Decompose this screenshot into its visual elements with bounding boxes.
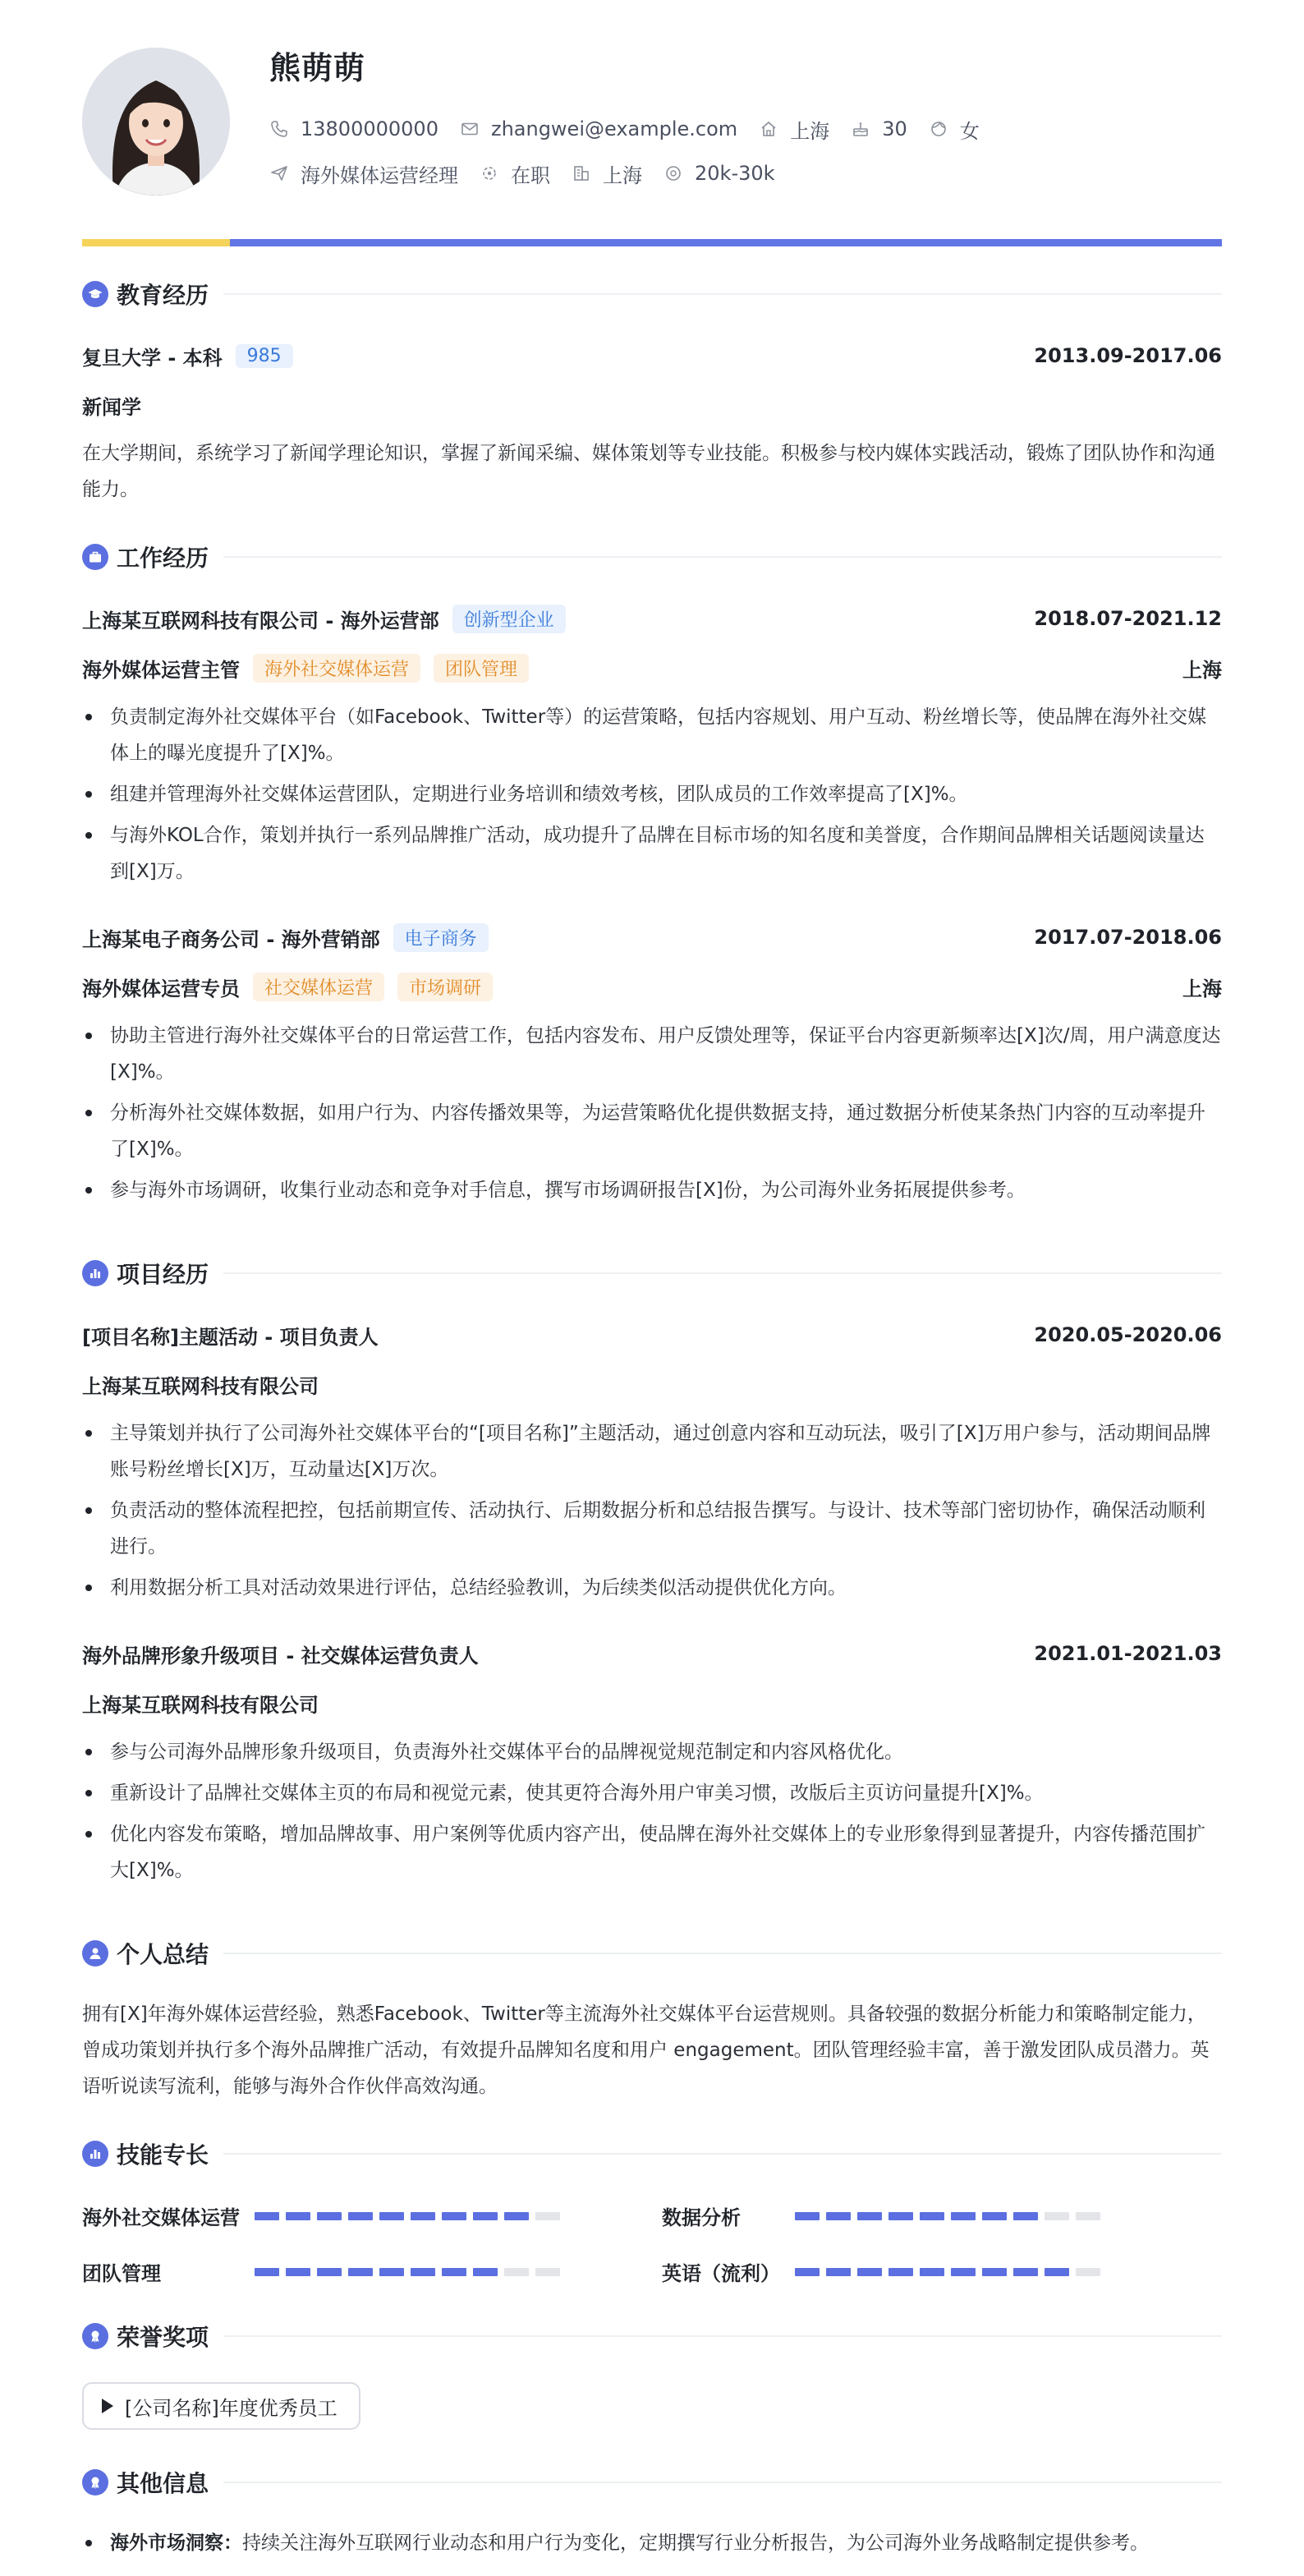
skill-segment-filled [317,2212,342,2220]
skill-segment-filled [826,2268,851,2276]
cake-icon [851,119,870,139]
skill-item [662,2199,741,2232]
list-item: 参与公司海外品牌形象升级项目，负责海外社交媒体平台的品牌视觉规范制定和内容风格优化。 [82,1734,1222,1770]
user-icon [82,1940,108,1966]
section-summary [82,1939,1222,1968]
section-other [82,2468,1222,2497]
status-icon [480,163,499,183]
section-skills [82,2139,1222,2169]
skill-name: 数据分析 [662,2206,741,2229]
section-title: 个人总结 [117,1941,209,1968]
project-details [82,1734,1222,1893]
skill-item [662,2255,780,2288]
company-dept: 上海某互联网科技有限公司 - 海外运营部 [82,609,439,632]
status-text: 在职 [511,163,550,187]
location-text: 上海 [790,119,830,143]
age-text: 30 [882,117,907,140]
salary-item [663,162,775,185]
age-item [851,117,907,140]
section-title: 其他信息 [117,2470,209,2497]
mail-icon [460,119,480,139]
project-header [82,1637,1222,1670]
section-divider [223,1272,1222,1274]
skill-segment-filled [920,2268,944,2276]
section-divider [223,293,1222,295]
award-icon [82,2323,108,2349]
section-divider [223,2335,1222,2337]
skill-level-bar [255,2268,567,2276]
skill-segment-filled [411,2268,435,2276]
skill-segment-filled [286,2212,310,2220]
list-item: 与海外KOL合作，策划并执行一系列品牌推广活动，成功提升了品牌在目标市场的知名度和美誉度，合作期间品牌相关话题阅读量达到[X]万。 [82,817,1222,890]
section-title: 工作经历 [117,545,209,572]
skill-segment-filled [317,2268,342,2276]
skill-segment-filled [442,2212,466,2220]
major: 新闻学 [82,395,141,419]
role-title: 海外媒体运营主管 [82,658,240,682]
section-divider [223,2482,1222,2483]
education-header [82,339,1222,372]
skill-segment-filled [286,2268,310,2276]
candidate-name: 熊萌萌 [269,50,366,86]
work-role-row [82,970,1222,1003]
skill-name: 团队管理 [82,2261,161,2285]
salary-text: 20k-30k [695,162,775,185]
skill-item [82,2255,161,2288]
bar-chart-icon [82,1260,108,1286]
company-dept: 上海某电子商务公司 - 海外营销部 [82,927,380,951]
list-item: 负责活动的整体流程把控，包括前期宣传、活动执行、后期数据分析和总结报告撰写。与设计、技术等部门密切协作，确保活动顺利进行。 [82,1493,1222,1565]
section-title: 教育经历 [117,282,209,309]
project-header [82,1318,1222,1351]
project-title: [项目名称]主题活动 - 项目负责人 [82,1325,379,1349]
list-item: 负责制定海外社交媒体平台（如Facebook、Twitter等）的运营策略，包括内容规划、用户互动、粉丝增长等，使品牌在海外社交媒体上的曝光度提升了[X]%。 [82,699,1222,771]
target-city-item [572,159,642,188]
other-label: 海外市场洞察： [110,2532,242,2554]
skill-segment-filled [1013,2268,1038,2276]
graduation-cap-icon [82,281,108,307]
skill-segment-empty [1076,2212,1100,2220]
list-item: 协助主管进行海外社交媒体平台的日常运营工作，包括内容发布、用户反馈处理等，保证平台内容更新频率达[X]次/周，用户满意度达[X]%。 [82,1018,1222,1090]
list-item: 重新设计了品牌社交媒体主页的布局和视觉元素，使其更符合海外用户审美习惯，改版后主页访问量提升[X]%。 [82,1775,1222,1811]
skill-segment-filled [951,2212,976,2220]
avatar [82,48,230,196]
skill-segment-filled [826,2212,851,2220]
role-tag: 团队管理 [434,654,529,683]
section-divider [223,556,1222,558]
skill-segment-empty [535,2212,560,2220]
skill-segment-filled [255,2212,279,2220]
other-text: 持续关注海外互联网行业动态和用户行为变化，定期撰写行业分析报告，为公司海外业务战略制定提供参考。 [242,2532,1149,2554]
skill-segment-filled [379,2212,404,2220]
skill-segment-filled [951,2268,976,2276]
skill-segment-empty [1045,2212,1069,2220]
section-projects [82,1258,1222,1288]
list-item: 优化内容发布策略，增加品牌故事、用户案例等优质内容产出，使品牌在海外社交媒体上的专业形象得到显著提升，内容传播范围扩大[X]%。 [82,1816,1222,1888]
role-tag: 海外社交媒体运营 [253,654,420,683]
skill-name: 海外社交媒体运营 [82,2206,240,2229]
section-divider [223,1953,1222,1954]
work-header [82,921,1222,954]
other-info-list [82,2525,1222,2566]
building-icon [572,163,591,183]
project-company: 上海某互联网科技有限公司 [82,1374,319,1398]
skill-segment-filled [982,2212,1007,2220]
section-divider [223,2153,1222,2155]
contact-row [269,115,1001,143]
work-responsibilities [82,699,1222,895]
skill-segment-filled [411,2212,435,2220]
role-title: 海外媒体运营专员 [82,977,240,1000]
list-item: 参与海外市场调研，收集行业动态和竞争对手信息，撰写市场调研报告[X]份，为公司海外业务拓展提供参考。 [82,1172,1222,1208]
list-item: 分析海外社交媒体数据，如用户行为、内容传播效果等，为运营策略优化提供数据支持，通过数据分析使某条热门内容的互动率提升了[X]%。 [82,1095,1222,1167]
bar-chart-icon [82,2141,108,2167]
project-title: 海外品牌形象升级项目 - 社交媒体运营负责人 [82,1644,479,1668]
skill-segment-filled [1013,2212,1038,2220]
skill-segment-filled [857,2212,882,2220]
skill-segment-filled [348,2212,373,2220]
skill-segment-empty [504,2268,529,2276]
target-position-item [269,159,458,188]
triangle-right-icon [102,2399,113,2413]
project-period: 2021.01-2021.03 [1034,1642,1222,1665]
education-period: 2013.09-2017.06 [1034,344,1222,367]
gender-icon [929,119,948,139]
project-company-row [82,1686,1222,1719]
skill-level-bar [255,2212,567,2220]
project-period: 2020.05-2020.06 [1034,1323,1222,1346]
skill-segment-filled [795,2212,820,2220]
section-title: 荣誉奖项 [117,2324,209,2351]
skill-level-bar [795,2212,1107,2220]
major-row [82,389,1222,421]
work-header [82,602,1222,635]
skill-segment-filled [1045,2268,1069,2276]
honor-badge [82,2382,360,2430]
skill-item [82,2199,240,2232]
summary-text: 拥有[X]年海外媒体运营经验，熟悉Facebook、Twitter等主流海外社交媒体平台运营规则。具备较强的数据分析能力和策略制定能力，曾成功策划并执行多个海外品牌推广活动，有效提升品牌知名度和用户 engagement。团队管理经验丰富，善于激发团队成员潜力。英语听说读写流利，能够与海外合作伙伴高效沟通。 [82,2003,1210,2097]
project-company: 上海某互联网科技有限公司 [82,1693,319,1717]
work-city: 上海 [1182,658,1222,682]
role-tag: 市场调研 [397,973,493,1001]
list-item: 组建并管理海外社交媒体运营团队，定期进行业务培训和绩效考核，团队成员的工作效率提高了[X]%。 [82,776,1222,812]
section-education [82,279,1222,309]
avatar-portrait-icon [82,48,230,196]
email-text: zhangwei@example.com [490,117,738,140]
work-role-row [82,651,1222,684]
company-tag: 创新型企业 [452,605,566,633]
target-position-text: 海外媒体运营经理 [301,163,458,187]
skill-segment-filled [348,2268,373,2276]
list-item: 利用数据分析工具对活动效果进行评估，总结经验教训，为后续类似活动提供优化方向。 [82,1570,1222,1606]
role-tag: 社交媒体运营 [253,973,384,1001]
phone-item [269,117,438,140]
skill-name: 英语（流利） [662,2261,780,2285]
briefcase-icon [82,544,108,570]
school-degree: 复旦大学 - 本科 [82,346,223,370]
skill-segment-filled [857,2268,882,2276]
target-city-text: 上海 [603,163,642,187]
company-tag: 电子商务 [393,923,489,952]
section-title: 项目经历 [117,1261,209,1288]
gender-text: 女 [959,119,980,143]
skill-segment-filled [982,2268,1007,2276]
skill-segment-filled [473,2268,498,2276]
award-icon [82,2469,108,2496]
skill-segment-empty [535,2268,560,2276]
location-item [759,115,829,144]
phone-text: 13800000000 [301,117,438,140]
status-item [480,159,550,188]
skill-segment-filled [888,2268,913,2276]
skill-segment-filled [920,2212,944,2220]
project-company-row [82,1368,1222,1401]
list-item [82,2525,1222,2561]
phone-icon [269,119,289,139]
project-details [82,1415,1222,1611]
education-description: 在大学期间，系统学习了新闻学理论知识，掌握了新闻采编、媒体策划等专业技能。积极参与校内媒体实践活动，锻炼了团队协作和沟通能力。 [82,443,1215,500]
school-tag: 985 [236,344,293,368]
skill-segment-filled [473,2212,498,2220]
section-honors [82,2321,1222,2351]
salary-icon [663,163,683,183]
send-icon [269,163,289,183]
skill-level-bar [795,2268,1107,2276]
gender-item [929,115,980,144]
honor-text: [公司名称]年度优秀员工 [125,2396,337,2420]
skill-segment-filled [888,2212,913,2220]
header-divider-accent [230,239,1222,246]
work-period: 2018.07-2021.12 [1034,607,1222,630]
skill-segment-filled [379,2268,404,2276]
email-item [460,117,737,140]
skill-segment-filled [255,2268,279,2276]
skill-segment-filled [504,2212,529,2220]
work-city: 上海 [1182,977,1222,1000]
header-divider [82,239,1222,246]
skill-segment-filled [442,2268,466,2276]
skill-segment-filled [795,2268,820,2276]
list-item: 主导策划并执行了公司海外社交媒体平台的“[项目名称]”主题活动，通过创意内容和互动玩法，吸引了[X]万用户参与，活动期间品牌账号粉丝增长[X]万，互动量达[X]万次。 [82,1415,1222,1488]
home-icon [759,119,778,139]
work-period: 2017.07-2018.06 [1034,926,1222,949]
section-title: 技能专长 [117,2141,209,2169]
job-intention-row [269,159,797,187]
header-divider-highlight [82,239,230,246]
skill-segment-empty [1076,2268,1100,2276]
work-responsibilities [82,1018,1222,1213]
section-work [82,542,1222,572]
